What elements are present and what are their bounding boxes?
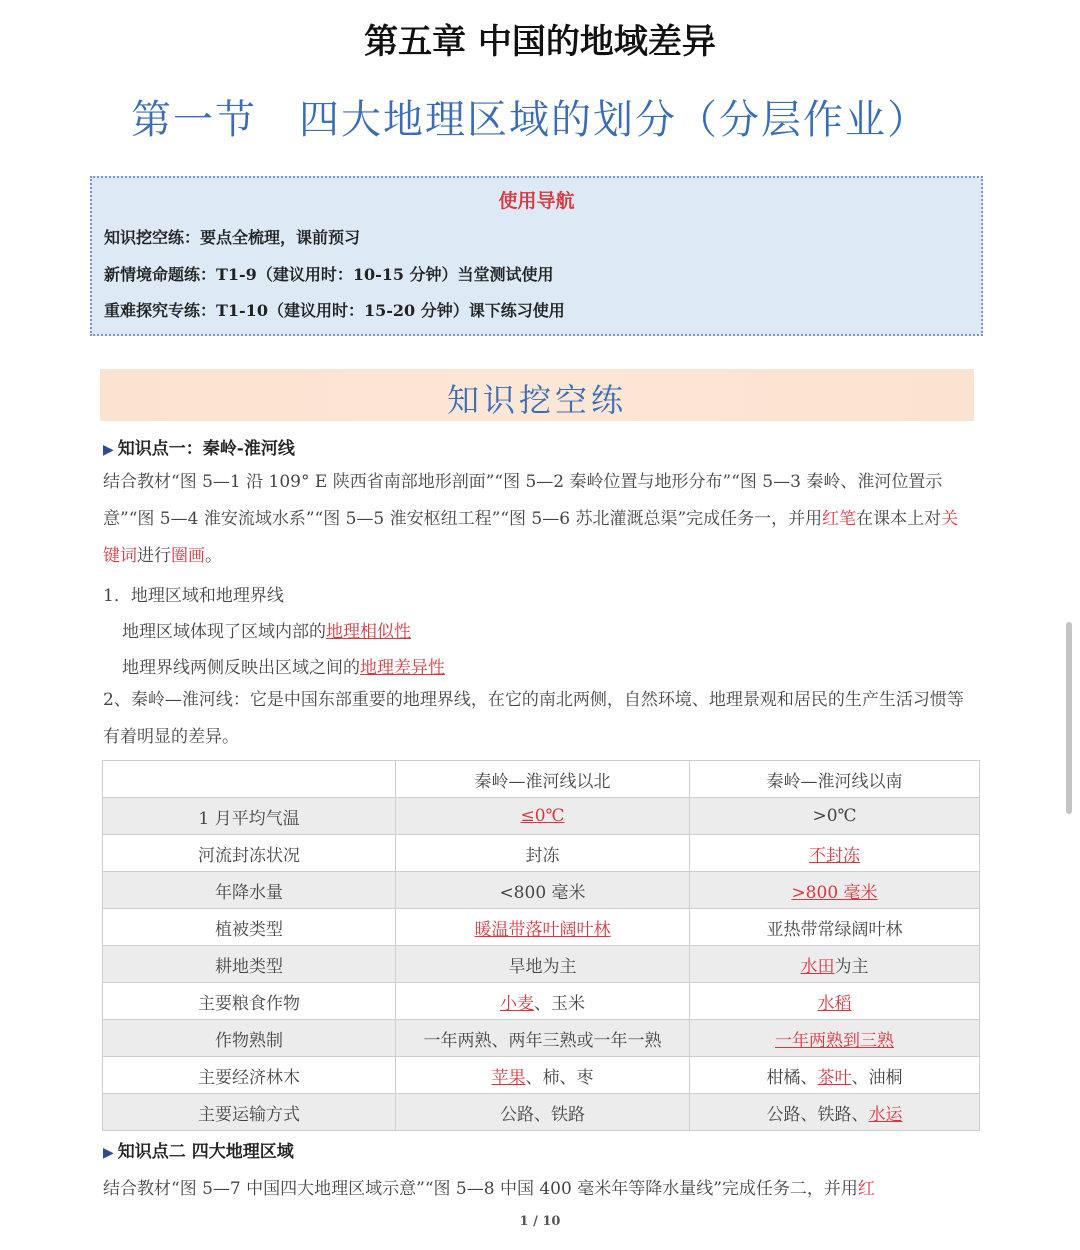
table-row <box>103 1094 980 1131</box>
south-cell <box>690 983 980 1020</box>
row-label-cell: 植被类型 <box>103 909 396 946</box>
item-1a-answer: 地理相似性 <box>326 622 411 642</box>
north-cell <box>396 909 690 946</box>
kp2-intro-red: 红 <box>857 1179 875 1199</box>
north-cell <box>396 1057 690 1094</box>
intro-text-d: 。 <box>205 546 222 566</box>
usage-navigation-box <box>90 176 983 336</box>
scrollbar-thumb[interactable] <box>1066 622 1072 814</box>
page-number: 1 / 10 <box>519 1214 561 1229</box>
table-row <box>103 1057 980 1094</box>
knowledge-point-1-heading <box>103 434 295 459</box>
answer-text: 水运 <box>868 1104 903 1125</box>
item-1b <box>122 653 445 678</box>
table-row <box>103 983 980 1020</box>
table-row <box>103 835 980 872</box>
answer-text: 茶叶 <box>817 1067 852 1088</box>
table-header-row <box>103 761 980 798</box>
cell-text: 柑橘、 <box>766 1067 818 1088</box>
cell-text: 旱地为主 <box>508 956 577 977</box>
cell-text: <800 毫米 <box>499 882 586 903</box>
knowledge-point-2-heading <box>103 1137 294 1162</box>
intro-text-b: 在课本上对 <box>856 509 942 529</box>
knowledge-point-2-title: 知识点二 四大地理区域 <box>117 1142 294 1162</box>
row-label-cell: 河流封冻状况 <box>103 835 396 872</box>
north-cell <box>396 1094 690 1131</box>
nav-line-class-test: 新情境命题练：T1-9（建议用时：10-15 分钟）当堂测试使用 <box>104 265 554 284</box>
table-header-cell: 秦岭—淮河线以北 <box>396 761 690 798</box>
south-cell <box>690 909 980 946</box>
row-label-cell: 1 月平均气温 <box>103 798 396 835</box>
cell-text: 封冻 <box>525 845 560 866</box>
comparison-table <box>102 760 980 1131</box>
intro-red-circle: 圈画 <box>171 546 205 566</box>
south-cell <box>690 1094 980 1131</box>
item-1a <box>122 617 411 642</box>
table-header-cell <box>103 761 396 798</box>
cell-text: 、柿、枣 <box>525 1067 594 1088</box>
nav-line-preview: 知识挖空练：要点全梳理，课前预习 <box>104 228 361 247</box>
north-cell <box>396 1020 690 1057</box>
item-1b-answer: 地理差异性 <box>360 658 445 678</box>
answer-text: 水田 <box>800 956 835 977</box>
kp2-intro-text: 结合教材“图 5—7 中国四大地理区域示意”“图 5—8 中国 400 毫米年等降水量线”完成任务二，并用 <box>103 1179 858 1199</box>
answer-text: 暖温带落叶阔叶林 <box>474 919 611 940</box>
south-cell <box>690 1057 980 1094</box>
north-cell <box>396 798 690 835</box>
cell-text: 亚热带常绿阔叶林 <box>766 919 903 940</box>
cell-text: 公路、铁路、 <box>766 1104 869 1125</box>
intro-red-pen: 红笔 <box>822 509 857 529</box>
answer-text: 不封冻 <box>809 845 860 866</box>
nav-line-homework: 重难探究专练：T1-10（建议用时：15-20 分钟）课下练习使用 <box>104 301 565 320</box>
north-cell <box>396 983 690 1020</box>
south-cell <box>690 872 980 909</box>
table-row <box>103 798 980 835</box>
south-cell <box>690 946 980 983</box>
table-row <box>103 946 980 983</box>
item-1b-text: 地理界线两侧反映出区域之间的 <box>122 658 360 678</box>
row-label-cell: 作物熟制 <box>103 1020 396 1057</box>
south-cell <box>690 835 980 872</box>
item-1a-text: 地理区域体现了区域内部的 <box>122 622 326 642</box>
answer-text: 苹果 <box>491 1067 526 1088</box>
intro-text-c: 进行 <box>137 546 171 566</box>
banner-title: 知识挖空练 <box>446 381 627 419</box>
row-label-cell: 耕地类型 <box>103 946 396 983</box>
north-cell <box>396 872 690 909</box>
row-label-cell: 年降水量 <box>103 872 396 909</box>
knowledge-point-1-title: 知识点一：秦岭-淮河线 <box>117 439 295 459</box>
north-cell <box>396 946 690 983</box>
intro-red-keyword: 关键词 <box>103 509 959 566</box>
row-label-cell: 主要运输方式 <box>103 1094 396 1131</box>
north-cell <box>396 835 690 872</box>
answer-text: >800 毫米 <box>791 882 878 903</box>
cell-text: 公路、铁路 <box>500 1104 585 1125</box>
table-row <box>103 872 980 909</box>
item-1-heading: 1．地理区域和地理界线 <box>103 586 284 606</box>
nav-title: 使用导航 <box>498 190 575 212</box>
cell-text: 、油桐 <box>851 1067 903 1088</box>
triangle-bullet-icon: ▶ <box>103 442 114 458</box>
row-label-cell: 主要粮食作物 <box>103 983 396 1020</box>
table-row <box>103 909 980 946</box>
cell-text: 为主 <box>834 956 869 977</box>
table-header-cell: 秦岭—淮河线以南 <box>690 761 980 798</box>
knowledge-point-1-intro <box>103 464 973 575</box>
table-row <box>103 1020 980 1057</box>
answer-text: ≤0℃ <box>520 806 565 826</box>
answer-text: 水稻 <box>817 993 852 1014</box>
chapter-title: 第五章 中国的地域差异 <box>364 22 716 62</box>
cell-text: >0℃ <box>812 806 857 826</box>
knowledge-point-2-intro <box>103 1174 875 1199</box>
cell-text: 一年两熟、两年三熟或一年一熟 <box>423 1030 662 1051</box>
answer-text: 小麦 <box>500 993 534 1014</box>
south-cell <box>690 1020 980 1057</box>
section-title: 第一节 四大地理区域的划分（分层作业） <box>131 97 929 143</box>
knowledge-practice-banner <box>100 369 974 421</box>
south-cell <box>690 798 980 835</box>
answer-text: 一年两熟到三熟 <box>775 1030 894 1051</box>
row-label-cell: 主要经济林木 <box>103 1057 396 1094</box>
cell-text: 、玉米 <box>534 993 585 1014</box>
item-2-paragraph: 2、秦岭—淮河线：它是中国东部重要的地理界线，在它的南北两侧，自然环境、地理景观和居民的生产生活习惯等有着明显的差异。 <box>103 690 964 747</box>
triangle-bullet-icon: ▶ <box>103 1145 114 1161</box>
intro-text-a: 结合教材“图 5—1 沿 109° E 陕西省南部地形剖面”“图 5—2 秦岭位置与地形分布”“图 5—3 秦岭、淮河位置示意”“图 5—4 淮安流域水系”“图 5—5 淮安枢纽工程”“图 5—6 苏北灌溉总渠”完成任务一，并用 <box>103 472 943 529</box>
